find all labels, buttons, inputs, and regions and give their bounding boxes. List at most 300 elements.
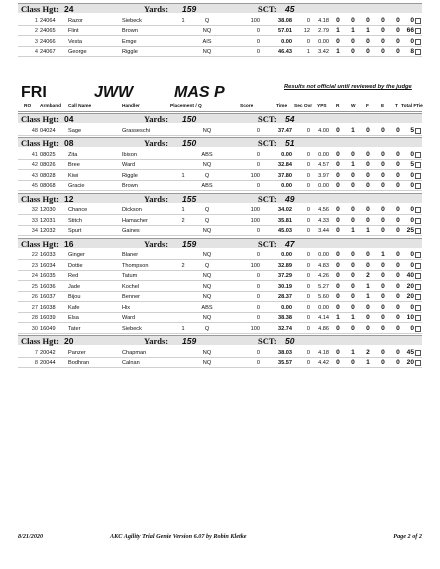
wrong-course: 0 <box>351 48 355 55</box>
sct-label: SCT: <box>258 238 277 249</box>
qualify-status: ABS <box>201 183 213 189</box>
class-height-label: Class Hgt: <box>21 193 60 204</box>
wrong-course: 0 <box>351 261 355 269</box>
time: 32.74 <box>278 325 292 332</box>
class-height-label: Class Hgt: <box>21 114 60 124</box>
refusals: 1 <box>336 27 340 34</box>
faults: 1 <box>366 359 370 366</box>
sec-over: 0 <box>306 217 310 224</box>
col-placement: Placement / Q <box>170 104 202 109</box>
qualify-status: NQ <box>202 162 212 168</box>
table-row <box>18 358 422 368</box>
wrong-course: 0 <box>351 16 355 24</box>
handler: Siebeck <box>122 17 142 24</box>
wrong-course: 0 <box>351 171 355 179</box>
yps: 4.56 <box>318 207 329 213</box>
wrong-course: 1 <box>351 126 355 134</box>
total-faults: 5 <box>410 126 414 134</box>
call-name: Elsa <box>68 315 79 321</box>
class-height-value: 08 <box>64 138 74 148</box>
tie-checkbox[interactable] <box>415 28 421 34</box>
table-row <box>18 282 422 292</box>
faults: 1 <box>366 282 370 290</box>
tie-checkbox[interactable] <box>415 128 421 134</box>
table-row <box>18 292 422 302</box>
eliminations: 0 <box>381 303 385 311</box>
refusals: 0 <box>336 282 340 290</box>
tie-checkbox[interactable] <box>415 263 421 269</box>
total-faults: 0 <box>410 216 414 224</box>
refusals: 0 <box>336 293 340 300</box>
run-order: 27 <box>31 304 38 311</box>
qualify-status: NQ <box>202 252 212 258</box>
time: 38.38 <box>278 315 292 321</box>
table-faults: 0 <box>396 161 400 168</box>
table-row <box>18 150 422 160</box>
total-faults: 0 <box>410 182 414 189</box>
total-faults: 5 <box>410 161 414 168</box>
sec-over: 0 <box>306 360 310 366</box>
tie-checkbox[interactable] <box>415 207 421 213</box>
faults: 0 <box>366 150 370 158</box>
call-name: Zita <box>68 151 78 158</box>
armband: 12030 <box>40 207 56 213</box>
table-faults: 0 <box>396 171 400 179</box>
yards-label: Yards: <box>144 336 169 346</box>
refusals: 1 <box>336 48 340 55</box>
faults: 0 <box>366 48 370 55</box>
wrong-course: 0 <box>351 182 355 189</box>
call-name: Dottie <box>68 262 83 269</box>
yps: 3.97 <box>318 172 329 179</box>
armband: 08068 <box>40 183 56 189</box>
score: 100 <box>250 325 260 332</box>
qualify-status: Q <box>204 325 210 332</box>
yps: 4.00 <box>318 127 329 134</box>
faults: 0 <box>366 216 370 224</box>
faults: 0 <box>366 161 370 168</box>
tie-checkbox[interactable] <box>415 284 421 290</box>
yps: 4.18 <box>318 17 329 24</box>
class-height-band <box>18 113 422 123</box>
col-armband: Armband <box>40 104 62 109</box>
run-order: 26 <box>31 294 38 300</box>
refusals: 0 <box>336 227 340 234</box>
col-tie: Tie <box>416 104 423 109</box>
handler: Ward <box>122 162 136 168</box>
table-row <box>18 271 422 281</box>
sec-over: 0 <box>306 17 310 24</box>
tie-checkbox[interactable] <box>415 162 421 168</box>
call-name: Kafe <box>68 304 80 311</box>
handler: Chapman <box>122 349 147 356</box>
time: 38.03 <box>278 349 292 356</box>
call-name: Gracie <box>68 183 85 189</box>
yards-label: Yards: <box>144 193 169 204</box>
run-order: 45 <box>31 183 38 189</box>
total-faults: 0 <box>410 261 414 269</box>
yps: 4.42 <box>318 360 329 366</box>
total-faults: 0 <box>410 251 414 258</box>
table-row <box>18 261 422 271</box>
armband: 08028 <box>40 172 56 179</box>
tie-checkbox[interactable] <box>415 273 421 279</box>
class-height-label: Class Hgt: <box>21 138 60 148</box>
armband: 20044 <box>40 360 56 366</box>
handler: Riggle <box>122 172 138 179</box>
handler: Ibison <box>122 151 137 158</box>
tie-checkbox[interactable] <box>415 228 421 234</box>
faults: 0 <box>366 314 370 321</box>
time: 32.84 <box>278 162 292 168</box>
score: 0 <box>256 283 260 290</box>
sec-over: 0 <box>306 162 310 168</box>
time: 0.00 <box>281 38 292 45</box>
sec-over: 1 <box>306 49 310 55</box>
table-faults: 0 <box>396 16 400 24</box>
class-height-value: 24 <box>64 4 74 14</box>
qualify-status: NQ <box>202 127 212 134</box>
sec-over: 0 <box>306 262 310 269</box>
qualify-status: Q <box>204 17 210 24</box>
time: 35.81 <box>278 217 292 224</box>
score: 0 <box>256 151 260 158</box>
refusals: 0 <box>336 216 340 224</box>
run-order: 41 <box>31 151 38 158</box>
col-total: Total F <box>401 104 417 109</box>
run-order: 32 <box>31 207 38 213</box>
yps: 4.14 <box>318 315 329 321</box>
eliminations: 0 <box>381 27 385 34</box>
total-faults: 40 <box>406 272 414 279</box>
qualify-status: NQ <box>202 283 212 290</box>
table-row <box>18 160 422 170</box>
col-e: E <box>381 104 385 109</box>
handler: Grasseschi <box>122 127 150 134</box>
time: 30.19 <box>278 283 292 290</box>
armband: 12031 <box>40 217 56 224</box>
sct-value: 54 <box>285 114 295 124</box>
eliminations: 0 <box>381 48 385 55</box>
score: 100 <box>250 217 260 224</box>
handler: Calnan <box>122 360 140 366</box>
tie-checkbox[interactable] <box>415 294 421 300</box>
handler: Kochel <box>122 283 140 290</box>
table-faults: 0 <box>396 324 400 332</box>
tie-checkbox[interactable] <box>415 173 421 179</box>
eliminations: 0 <box>381 161 385 168</box>
yards-value: 155 <box>182 193 197 204</box>
qualify-status: NQ <box>202 228 212 234</box>
col-f: F <box>366 104 369 109</box>
time: 57.01 <box>278 28 292 34</box>
eliminations: 0 <box>381 206 385 213</box>
eliminations: 0 <box>381 293 385 300</box>
sec-over: 0 <box>306 228 310 234</box>
sec-over: 0 <box>306 304 310 311</box>
page-footer <box>18 533 422 543</box>
total-faults: 8 <box>410 48 414 55</box>
class-height-value: 04 <box>64 114 74 124</box>
time: 35.57 <box>278 360 292 366</box>
faults: 0 <box>366 261 370 269</box>
class-height-band <box>18 238 422 248</box>
sec-over: 0 <box>306 349 310 356</box>
class-height-band <box>18 137 422 147</box>
faults: 0 <box>366 206 370 213</box>
sec-over: 12 <box>303 28 310 34</box>
armband: 16037 <box>40 294 56 300</box>
table-faults: 0 <box>396 182 400 189</box>
wrong-course: 0 <box>351 150 355 158</box>
eliminations: 0 <box>381 314 385 321</box>
handler: Benner <box>122 294 141 300</box>
yps: 4.26 <box>318 273 329 279</box>
time: 32.89 <box>278 262 292 269</box>
table-row <box>18 226 422 236</box>
refusals: 0 <box>336 206 340 213</box>
score: 0 <box>256 360 260 366</box>
wrong-course: 0 <box>351 206 355 213</box>
tie-checkbox[interactable] <box>415 39 421 45</box>
call-name: Panzer <box>68 349 86 356</box>
tie-checkbox[interactable] <box>415 360 421 366</box>
yps: 4.83 <box>318 262 329 269</box>
total-faults: 10 <box>406 314 414 321</box>
table-row <box>18 16 422 26</box>
run-order: 3 <box>34 38 38 45</box>
time: 45.03 <box>278 228 292 234</box>
call-name: Vesta <box>68 38 82 45</box>
yps: 0.00 <box>318 252 329 258</box>
table-row <box>18 26 422 36</box>
sec-over: 0 <box>306 315 310 321</box>
handler: Hix <box>122 304 131 311</box>
yards-label: Yards: <box>144 4 169 14</box>
class-height-band <box>18 193 422 203</box>
yards-value: 159 <box>182 238 197 249</box>
qualify-status: NQ <box>202 360 212 366</box>
sct-value: 47 <box>285 238 295 249</box>
placement: 1 <box>181 207 185 213</box>
yps: 4.33 <box>318 217 329 224</box>
placement: 1 <box>181 17 185 24</box>
time: 0.00 <box>281 183 292 189</box>
official-note: Results not official until reviewed by the judge <box>284 84 412 90</box>
qualify-status: Q <box>204 217 210 224</box>
table-row <box>18 171 422 181</box>
handler: Brown <box>122 183 138 189</box>
run-order: 2 <box>34 28 38 34</box>
handler: Thompson <box>122 262 149 269</box>
tie-checkbox[interactable] <box>415 326 421 332</box>
sct-label: SCT: <box>258 114 277 124</box>
armband: 20042 <box>40 349 56 356</box>
wrong-course: 0 <box>351 359 355 366</box>
call-name: George <box>68 49 87 55</box>
class-level: MAS P <box>174 84 225 101</box>
footer-page: Page 2 of 2 <box>393 533 422 540</box>
refusals: 0 <box>336 161 340 168</box>
total-faults: 20 <box>406 282 414 290</box>
call-name: Red <box>68 273 79 279</box>
table-faults: 0 <box>396 293 400 300</box>
call-name: Stitch <box>68 217 82 224</box>
faults: 2 <box>366 272 370 279</box>
sec-over: 0 <box>306 294 310 300</box>
run-order: 28 <box>31 315 38 321</box>
tie-checkbox[interactable] <box>415 315 421 321</box>
yps: 4.18 <box>318 349 329 356</box>
table-faults: 0 <box>396 37 400 45</box>
day-label: FRI <box>21 84 47 101</box>
eliminations: 0 <box>381 359 385 366</box>
call-name: Bijou <box>68 294 81 300</box>
total-faults: 66 <box>406 27 414 34</box>
armband: 16035 <box>40 273 56 279</box>
table-faults: 0 <box>396 206 400 213</box>
sct-value: 45 <box>285 4 295 14</box>
yps: 0.00 <box>318 183 329 189</box>
call-name: Jade <box>68 283 81 290</box>
sec-over: 0 <box>306 172 310 179</box>
eliminations: 0 <box>381 126 385 134</box>
run-order: 4 <box>34 49 38 55</box>
run-order: 33 <box>31 217 38 224</box>
run-order: 7 <box>34 349 38 356</box>
refusals: 0 <box>336 16 340 24</box>
eliminations: 0 <box>381 216 385 224</box>
armband: 24066 <box>40 38 56 45</box>
handler: Dickson <box>122 207 142 213</box>
table-row <box>18 47 422 57</box>
score: 100 <box>250 262 260 269</box>
tie-checkbox[interactable] <box>415 49 421 55</box>
placement: 1 <box>181 325 185 332</box>
sec-over: 0 <box>306 273 310 279</box>
qualify-status: Q <box>204 262 210 269</box>
sec-over: 0 <box>306 207 310 213</box>
class-height-value: 16 <box>64 238 74 249</box>
eliminations: 0 <box>381 348 385 356</box>
tie-checkbox[interactable] <box>415 18 421 24</box>
run-order: 30 <box>31 325 38 332</box>
score: 100 <box>250 207 260 213</box>
yards-label: Yards: <box>144 114 169 124</box>
faults: 1 <box>366 27 370 34</box>
armband: 24064 <box>40 17 56 24</box>
yps: 3.44 <box>318 228 329 234</box>
qualify-status: ABS <box>201 151 213 158</box>
col-score: Score <box>240 104 254 109</box>
tie-checkbox[interactable] <box>415 252 421 258</box>
score: 0 <box>256 127 260 134</box>
tie-checkbox[interactable] <box>415 350 421 356</box>
qualify-status: ABS <box>201 304 213 311</box>
qualify-status: NQ <box>202 49 212 55</box>
eliminations: 0 <box>381 37 385 45</box>
sct-value: 49 <box>285 193 295 204</box>
refusals: 0 <box>336 171 340 179</box>
run-order: 1 <box>34 17 38 24</box>
qualify-status: Q <box>204 207 210 213</box>
refusals: 0 <box>336 324 340 332</box>
sec-over: 0 <box>306 127 310 134</box>
faults: 1 <box>366 227 370 234</box>
sct-value: 50 <box>285 336 295 346</box>
armband: 12032 <box>40 228 56 234</box>
call-name: Sage <box>68 127 82 134</box>
table-row <box>18 216 422 226</box>
eliminations: 0 <box>381 261 385 269</box>
qualify-status: AIS <box>202 38 212 45</box>
armband: 08026 <box>40 162 56 168</box>
col-call-name: Call Name <box>68 104 92 109</box>
refusals: 0 <box>336 348 340 356</box>
yps: 0.00 <box>318 304 329 311</box>
class-height-value: 20 <box>64 336 74 346</box>
sct-label: SCT: <box>258 138 277 148</box>
run-order: 42 <box>31 162 38 168</box>
tie-checkbox[interactable] <box>415 183 421 189</box>
total-faults: 0 <box>410 171 414 179</box>
col-ro: RO <box>24 104 32 109</box>
table-faults: 0 <box>396 359 400 366</box>
call-name: Tater <box>68 325 81 332</box>
faults: 0 <box>366 251 370 258</box>
tie-checkbox[interactable] <box>415 218 421 224</box>
tie-checkbox[interactable] <box>415 152 421 158</box>
refusals: 0 <box>336 272 340 279</box>
table-faults: 0 <box>396 261 400 269</box>
refusals: 1 <box>336 314 340 321</box>
faults: 1 <box>366 293 370 300</box>
run-order: 25 <box>31 283 38 290</box>
handler: Gaines <box>122 228 140 234</box>
call-name: Bree <box>68 162 80 168</box>
time: 0.00 <box>281 151 292 158</box>
column-headers <box>18 102 422 112</box>
sec-over: 0 <box>306 283 310 290</box>
refusals: 0 <box>336 303 340 311</box>
wrong-course: 0 <box>351 251 355 258</box>
score: 0 <box>256 273 260 279</box>
wrong-course: 1 <box>351 161 355 168</box>
section-header <box>18 84 422 102</box>
run-order: 43 <box>31 172 38 179</box>
wrong-course: 1 <box>351 348 355 356</box>
score: 0 <box>256 252 260 258</box>
total-faults: 0 <box>410 324 414 332</box>
table-faults: 0 <box>396 303 400 311</box>
wrong-course: 0 <box>351 293 355 300</box>
col-time: Time <box>276 104 288 109</box>
footer-version: AKC Agility Trial Genie Version 6.07 by Robin Kletke <box>110 533 247 540</box>
tie-checkbox[interactable] <box>415 305 421 311</box>
yps: 3.42 <box>318 49 329 55</box>
armband: 16036 <box>40 283 56 290</box>
class-height-label: Class Hgt: <box>21 4 60 14</box>
table-faults: 0 <box>396 27 400 34</box>
call-name: Spurt <box>68 228 82 234</box>
table-row <box>18 324 422 334</box>
wrong-course: 1 <box>351 314 355 321</box>
faults: 0 <box>366 126 370 134</box>
footer-date: 8/21/2020 <box>18 533 44 540</box>
qualify-status: NQ <box>202 315 212 321</box>
armband: 08025 <box>40 151 56 158</box>
call-name: Kiwi <box>68 172 79 179</box>
